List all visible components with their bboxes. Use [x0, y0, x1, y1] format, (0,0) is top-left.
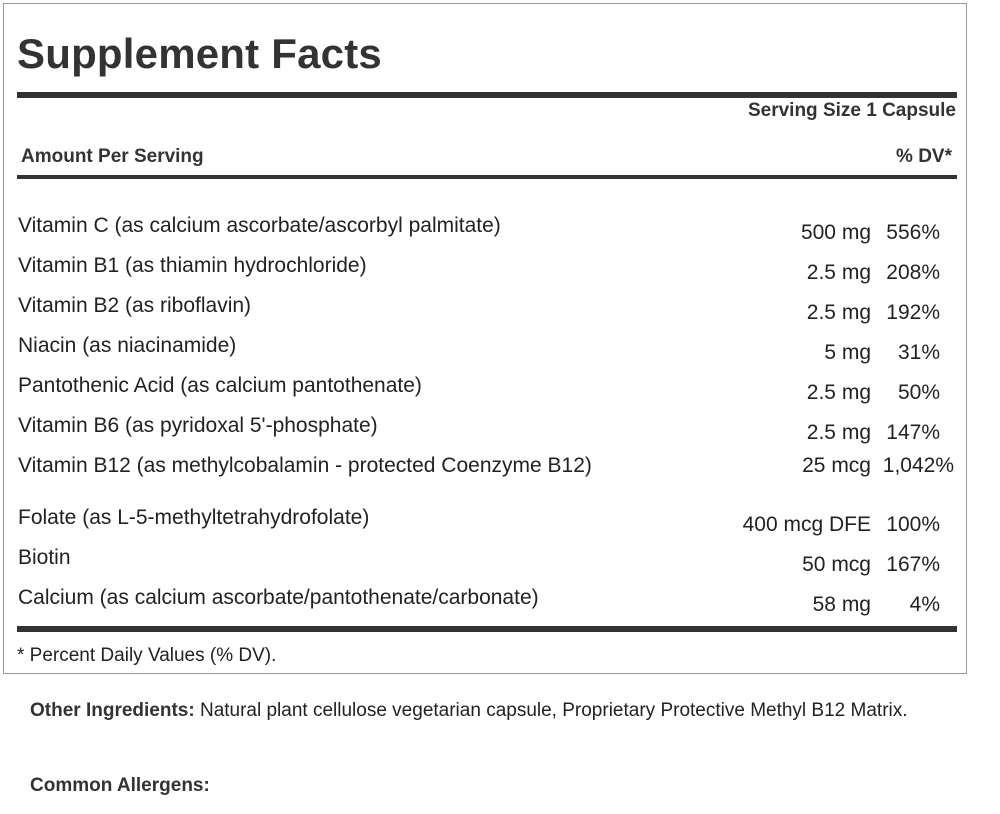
nutrient-amount: 2.5 mg: [806, 261, 871, 284]
header-divider: [17, 175, 957, 179]
amount-per-serving-header: Amount Per Serving: [21, 146, 204, 167]
nutrient-amount: 50 mcg: [802, 553, 871, 576]
nutrient-name: Vitamin B2 (as riboflavin): [18, 294, 252, 317]
nutrient-daily-value: 147%: [886, 421, 940, 444]
nutrient-daily-value: 556%: [886, 221, 940, 244]
daily-value-header: % DV*: [896, 146, 952, 167]
common-allergens-label: Common Allergens:: [30, 775, 210, 796]
other-ingredients: [30, 694, 960, 727]
nutrient-daily-value: 100%: [886, 513, 940, 536]
nutrient-daily-value: 50%: [897, 381, 940, 404]
nutrient-amount: 400 mcg DFE: [742, 513, 871, 536]
nutrient-name: Vitamin B1 (as thiamin hydrochloride): [18, 254, 367, 277]
nutrient-amount: 2.5 mg: [806, 421, 871, 444]
nutrient-amount: 58 mg: [812, 593, 871, 616]
nutrient-daily-value: 31%: [897, 341, 940, 364]
supplement-facts-panel: [3, 3, 967, 674]
common-allergens: [30, 775, 210, 797]
footnote: * Percent Daily Values (% DV).: [17, 645, 277, 666]
other-ingredients-text: Natural plant cellulose vegetarian capsule, Proprietary Protective Methyl B12 Matrix.: [194, 700, 908, 721]
nutrient-daily-value: 208%: [886, 261, 940, 284]
panel-title: Supplement Facts: [17, 30, 382, 77]
nutrient-name: Calcium (as calcium ascorbate/pantothenate/carbonate): [18, 586, 539, 609]
nutrient-amount: 5 mg: [824, 341, 871, 364]
nutrient-name: Vitamin B6 (as pyridoxal 5'-phosphate): [18, 414, 378, 437]
nutrient-name: Biotin: [18, 546, 71, 569]
nutrient-amount: 500 mg: [800, 221, 871, 244]
serving-size: Serving Size 1 Capsule: [747, 100, 956, 121]
nutrient-amount: 25 mcg: [802, 454, 871, 477]
nutrient-daily-value: 167%: [886, 553, 940, 576]
nutrient-name: Vitamin C (as calcium ascorbate/ascorbyl palmitate): [18, 214, 501, 237]
nutrient-daily-value: 4%: [909, 593, 940, 616]
nutrient-name: Vitamin B12 (as methylcobalamin - protected Coenzyme B12): [18, 454, 592, 477]
nutrient-daily-value: 192%: [886, 301, 940, 324]
nutrient-name: Folate (as L-5-methyltetrahydrofolate): [18, 506, 370, 529]
nutrient-name: Niacin (as niacinamide): [18, 334, 237, 357]
top-divider: [17, 92, 957, 98]
nutrient-amount: 2.5 mg: [806, 301, 871, 324]
nutrient-amount: 2.5 mg: [806, 381, 871, 404]
nutrient-name: Pantothenic Acid (as calcium pantothenate): [18, 374, 422, 397]
nutrient-daily-value: 1,042%: [882, 454, 954, 477]
other-ingredients-label: Other Ingredients:: [30, 700, 195, 721]
bottom-divider: [17, 626, 957, 632]
